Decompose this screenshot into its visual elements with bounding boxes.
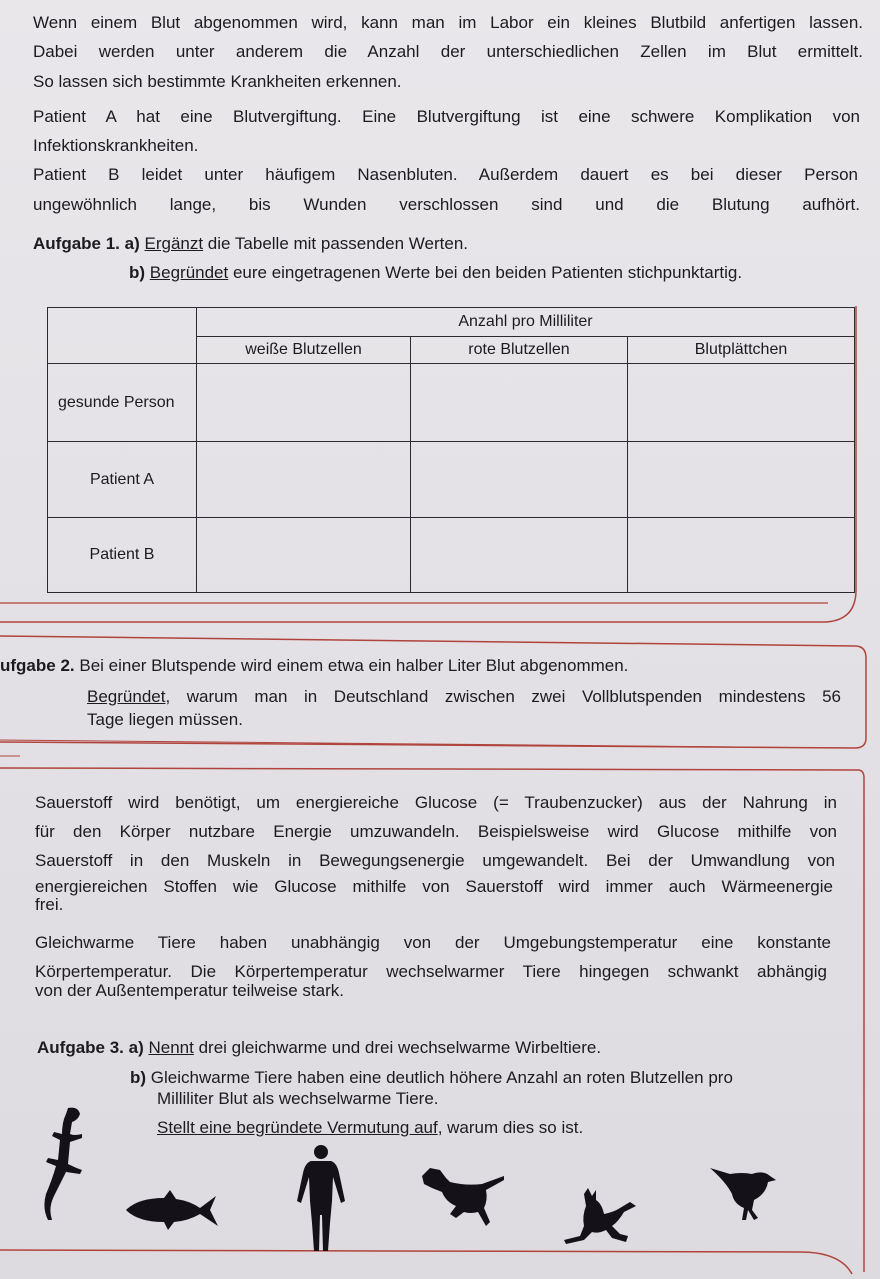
dog-icon: [420, 1166, 506, 1228]
row-label-patient-a: Patient A: [48, 442, 197, 517]
task3-b-rest: , warum dies so ist.: [437, 1118, 584, 1137]
task3-a-rest: drei gleichwarme und drei wechselwarme Wirbeltiere.: [193, 1038, 602, 1057]
frog-icon: [562, 1186, 640, 1250]
oxygen-line-5: frei.: [35, 895, 64, 914]
task3-b-line1: Gleichwarme Tiere haben eine deutlich höhere Anzahl an roten Blutzellen pro: [146, 1068, 733, 1087]
intro-line-3: So lassen sich bestimmte Krankheiten erkennen.: [33, 72, 402, 91]
oxygen-line-3: Sauerstoff in den Muskeln in Bewegungsenergie umgewandelt. Bei der Umwandlung von: [35, 851, 835, 870]
table-group-header: Anzahl pro Milliliter: [197, 308, 855, 337]
task2-verb: Begründet: [87, 687, 166, 706]
oxygen-line-4: energiereichen Stoffen wie Glucose mithilfe von Sauerstoff wird immer auch Wärmeenergie: [35, 877, 833, 896]
column-header-white-cells: weiße Blutzellen: [197, 337, 411, 364]
task1-a-rest: die Tabelle mit passenden Werten.: [203, 234, 468, 253]
row-label-patient-b: Patient B: [48, 517, 197, 592]
fish-icon: [124, 1188, 220, 1232]
oxygen-line-1: Sauerstoff wird benötigt, um energiereiche Glucose (= Traubenzucker) aus der Nahrung in: [35, 793, 837, 812]
intro-line-7: ungewöhnlich lange, bis Wunden verschlossen sind und die Blutung aufhört.: [33, 195, 860, 214]
bird-icon: [708, 1164, 778, 1228]
task2-label: ufgabe 2.: [0, 656, 75, 675]
oxygen-line-2: für den Körper nutzbare Energie umzuwandeln. Beispielsweise wird Glucose mithilfe von: [35, 822, 837, 841]
task3-b-line-2: Milliliter Blut als wechselwarme Tiere.: [157, 1089, 439, 1108]
task1-a-verb: Ergänzt: [144, 234, 204, 253]
intro-line-4: Patient A hat eine Blutvergiftung. Eine Blutvergiftung ist eine schwere Komplikation von: [33, 107, 860, 126]
task3-label: Aufgabe 3. a): [37, 1038, 144, 1057]
task2-line2-rest: , warum man in Deutschland zwischen zwei Vollblutspenden mindestens 56: [165, 687, 841, 706]
task1-b-rest: eure eingetragenen Werte bei den beiden Patienten stichpunktartig.: [228, 263, 743, 282]
task2-line-1: [0, 651, 628, 680]
column-header-red-cells: rote Blutzellen: [411, 337, 628, 364]
intro-line-5: Infektionskrankheiten.: [33, 136, 199, 155]
task3-b-line-3: [157, 1113, 583, 1142]
task2-line-3: Tage liegen müssen.: [87, 710, 243, 729]
task3-b-verb: Stellt eine begründete Vermutung auf: [157, 1118, 438, 1137]
warm-line-2: Körpertemperatur. Die Körpertemperatur wechselwarmer Tiere hingegen schwankt abhängig: [35, 962, 827, 981]
task3-a: [37, 1033, 601, 1062]
lizard-icon: [38, 1104, 88, 1224]
intro-line-1: Wenn einem Blut abgenommen wird, kann man im Labor ein kleines Blutbild anfertigen lassen.: [33, 13, 863, 32]
human-icon: [293, 1143, 349, 1255]
warm-line-1: Gleichwarme Tiere haben unabhängig von der Umgebungstemperatur eine konstante: [35, 933, 831, 952]
intro-line-6: Patient B leidet unter häufigem Nasenbluten. Außerdem dauert es bei dieser Person: [33, 165, 858, 184]
task3-a-verb: Nennt: [148, 1038, 194, 1057]
task2-line1-text: Bei einer Blutspende wird einem etwa ein halber Liter Blut abgenommen.: [79, 656, 629, 675]
task1-label: Aufgabe 1. a): [33, 234, 140, 253]
task1-b-verb: Begründet: [149, 263, 229, 282]
warm-line-3: von der Außentemperatur teilweise stark.: [35, 981, 344, 1000]
task3-b-label: b): [130, 1068, 147, 1087]
task1-b-label: b): [129, 263, 146, 282]
column-header-platelets: Blutplättchen: [628, 337, 855, 364]
row-label-healthy: gesunde Person: [48, 364, 197, 442]
intro-line-2: Dabei werden unter anderem die Anzahl der unterschiedlichen Zellen im Blut ermittelt.: [33, 42, 863, 61]
